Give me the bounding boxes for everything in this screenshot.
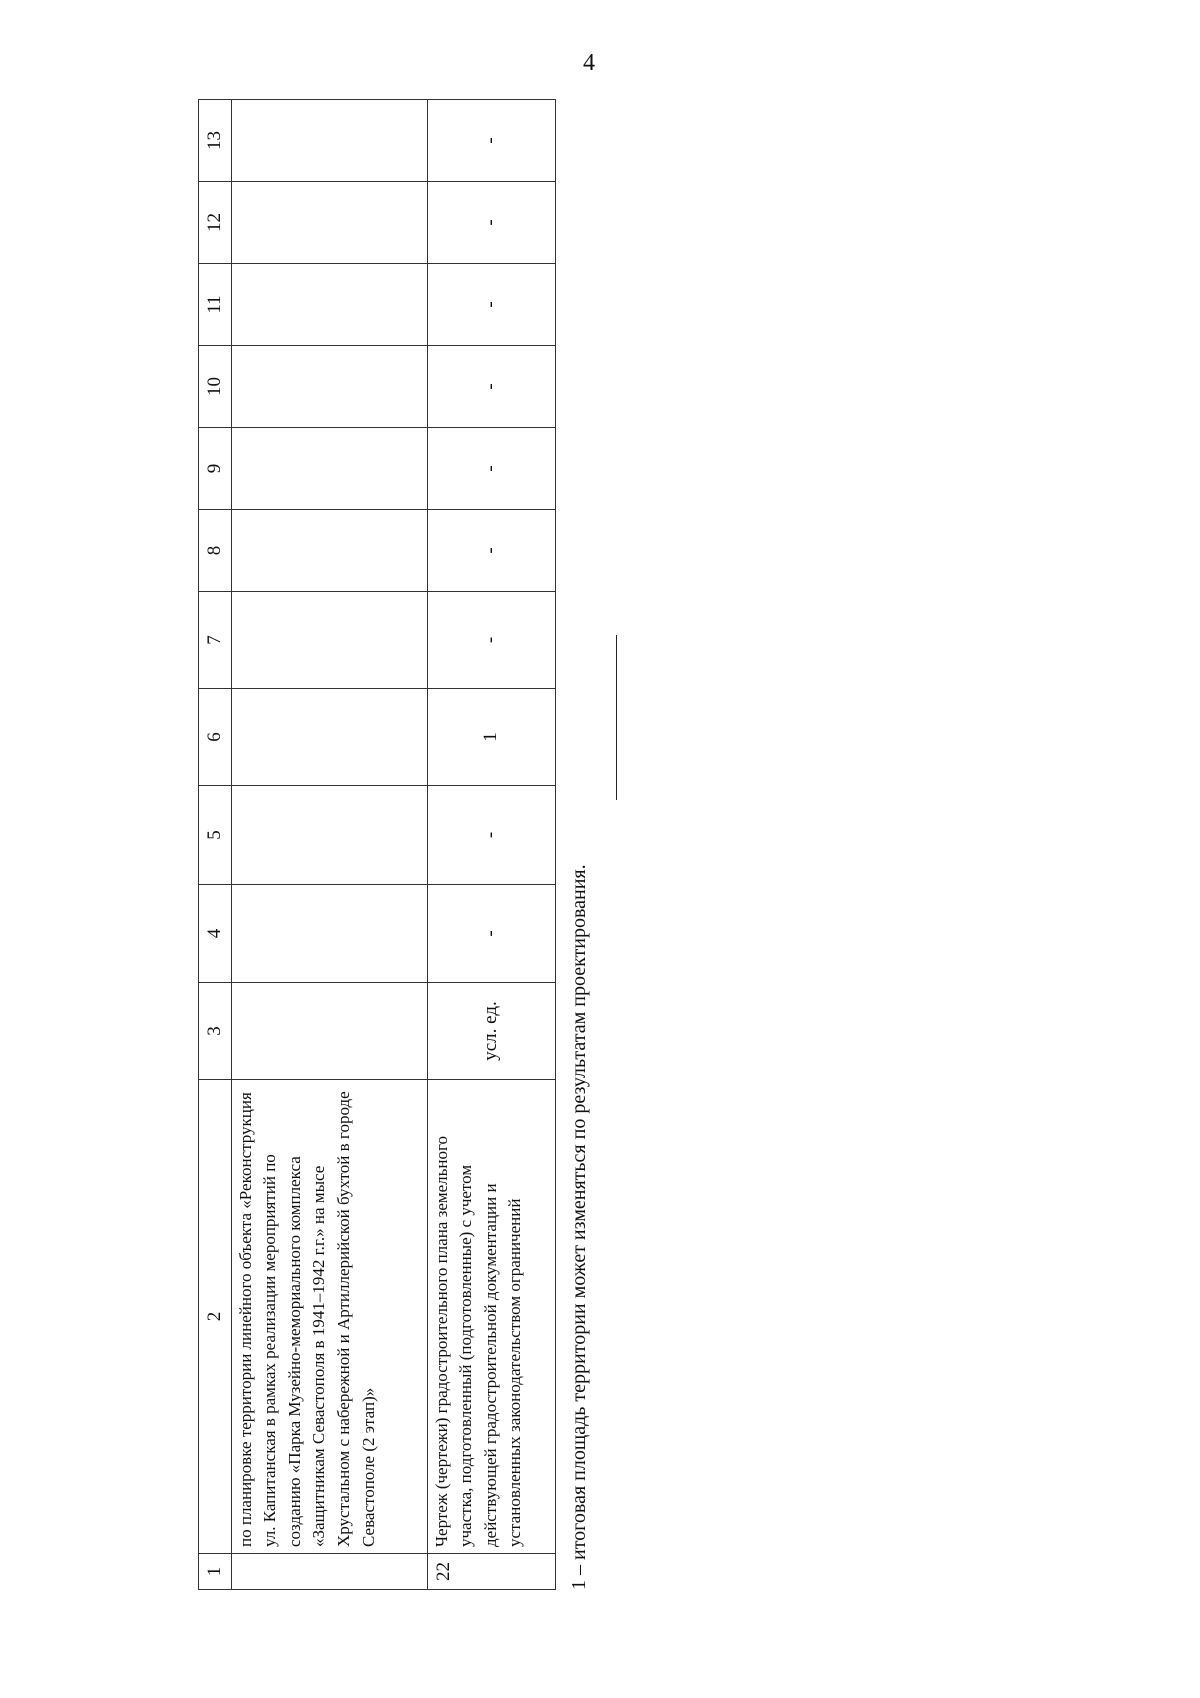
value-cell: -: [427, 346, 555, 428]
value-cell: [231, 592, 427, 689]
row-number: [231, 1554, 427, 1590]
value-cell: -: [427, 885, 555, 983]
value-cell: [231, 428, 427, 510]
value-cell: -: [427, 264, 555, 346]
header-cell: 1: [199, 1554, 232, 1590]
header-cell: 10: [199, 346, 232, 428]
value-cell: -: [427, 428, 555, 510]
header-cell: 8: [199, 510, 232, 592]
header-cell: 4: [199, 885, 232, 983]
value-cell: [231, 182, 427, 264]
header-cell: 6: [199, 689, 232, 786]
value-cell: -: [427, 100, 555, 182]
value-cell: [231, 786, 427, 885]
value-cell: [231, 100, 427, 182]
rotated-content: [198, 100, 618, 1590]
value-cell: [231, 689, 427, 786]
header-cell: 5: [199, 786, 232, 885]
value-cell: -: [427, 786, 555, 885]
divider-line: [616, 635, 617, 800]
value-cell: -: [427, 592, 555, 689]
header-cell: 9: [199, 428, 232, 510]
footnote: 1 – итоговая площадь территории может изменяться по результатам проектирования.: [568, 864, 590, 1590]
row-description: по планировке территории линейного объекта «Реконструкция ул. Капитанская в рамках реализации мероприятий по созданию «Парка Музейно-мемориального комплекса «Защитникам Севастополя в 1941–1942 г.г.» на мысе Хрустальном с набережной и Артиллерийской бухтой в городе Севастополе (2 этап)»: [231, 1080, 427, 1554]
value-cell: 1: [427, 689, 555, 786]
table-row: [427, 100, 555, 1590]
value-cell: [231, 510, 427, 592]
table-row: [231, 100, 427, 1590]
row-description: Чертеж (чертежи) градостроительного плана земельного участка, подготовленный (подготовленные) с учетом действующей градостроительной документации и установленных законодательством ограничений: [427, 1080, 555, 1554]
header-cell: 3: [199, 983, 232, 1080]
value-cell: -: [427, 182, 555, 264]
table-header-row: [199, 100, 232, 1590]
value-cell: [231, 885, 427, 983]
value-cell: -: [427, 510, 555, 592]
row-unit: усл. ед.: [427, 983, 555, 1080]
header-cell: 2: [199, 1080, 232, 1554]
page-number: 4: [583, 50, 595, 76]
header-cell: 7: [199, 592, 232, 689]
row-unit: [231, 983, 427, 1080]
value-cell: [231, 264, 427, 346]
header-cell: 13: [199, 100, 232, 182]
header-cell: 11: [199, 264, 232, 346]
value-cell: [231, 346, 427, 428]
data-table: [198, 99, 556, 1590]
header-cell: 12: [199, 182, 232, 264]
row-number: 22: [427, 1554, 555, 1590]
